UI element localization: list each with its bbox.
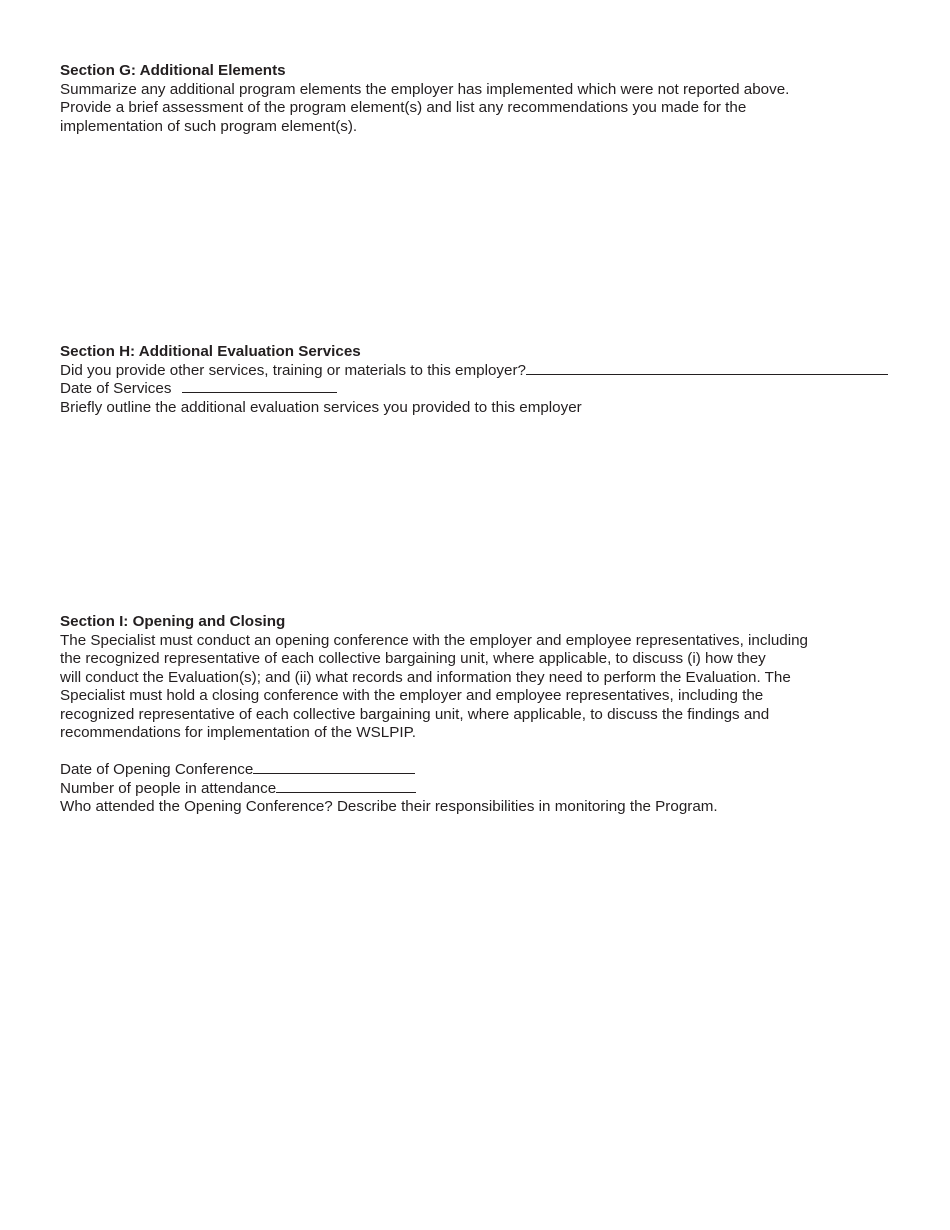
date-of-services-answer-line[interactable]	[182, 380, 337, 393]
other-services-answer-line[interactable]	[526, 362, 888, 375]
spacer	[60, 743, 920, 762]
outline-services-prompt: Briefly outline the additional evaluation services you provided to this employer	[60, 398, 582, 416]
section-i-paragraph	[60, 632, 920, 743]
section-g	[60, 62, 920, 136]
section-i	[60, 613, 920, 817]
section-g-line-2: Provide a brief assessment of the program element(s) and list any recommendations you made for the	[60, 99, 747, 116]
date-of-services-row	[60, 380, 920, 399]
section-i-line-3: will conduct the Evaluation(s); and (ii) what records and information they need to perform the Evaluation. The	[60, 668, 791, 686]
section-g-line-1: Summarize any additional program elements the employer has implemented which were not reported above.	[60, 80, 790, 98]
section-i-line-2: the recognized representative of each collective bargaining unit, where applicable, to discuss (i) how they	[60, 650, 766, 667]
section-h	[60, 343, 920, 417]
date-opening-label: Date of Opening Conference	[60, 761, 254, 778]
section-g-paragraph	[60, 81, 920, 137]
num-people-label: Number of people in attendance	[60, 779, 277, 797]
section-i-line-1: The Specialist must conduct an opening conference with the employer and employee representatives, including	[60, 631, 808, 649]
num-people-answer-line[interactable]	[276, 780, 416, 793]
who-attended-prompt: Who attended the Opening Conference? Describe their responsibilities in monitoring the Program.	[60, 798, 718, 815]
section-i-line-6: recommendations for implementation of the WSLPIP.	[60, 724, 416, 741]
section-g-heading: Section G: Additional Elements	[60, 62, 286, 79]
section-g-line-3: implementation of such program element(s).	[60, 117, 358, 135]
section-h-heading: Section H: Additional Evaluation Services	[60, 343, 361, 360]
date-opening-row	[60, 761, 920, 780]
date-of-services-label: Date of Services	[60, 380, 172, 397]
section-i-line-5: recognized representative of each collective bargaining unit, where applicable, to discuss the findings and	[60, 705, 770, 723]
section-i-heading: Section I: Opening and Closing	[60, 613, 286, 630]
num-people-row	[60, 780, 920, 799]
date-opening-answer-line[interactable]	[253, 761, 415, 774]
other-services-row	[60, 362, 920, 381]
other-services-label: Did you provide other services, training or materials to this employer?	[60, 361, 526, 379]
section-i-line-4: Specialist must hold a closing conference with the employer and employee representatives, including the	[60, 687, 764, 704]
